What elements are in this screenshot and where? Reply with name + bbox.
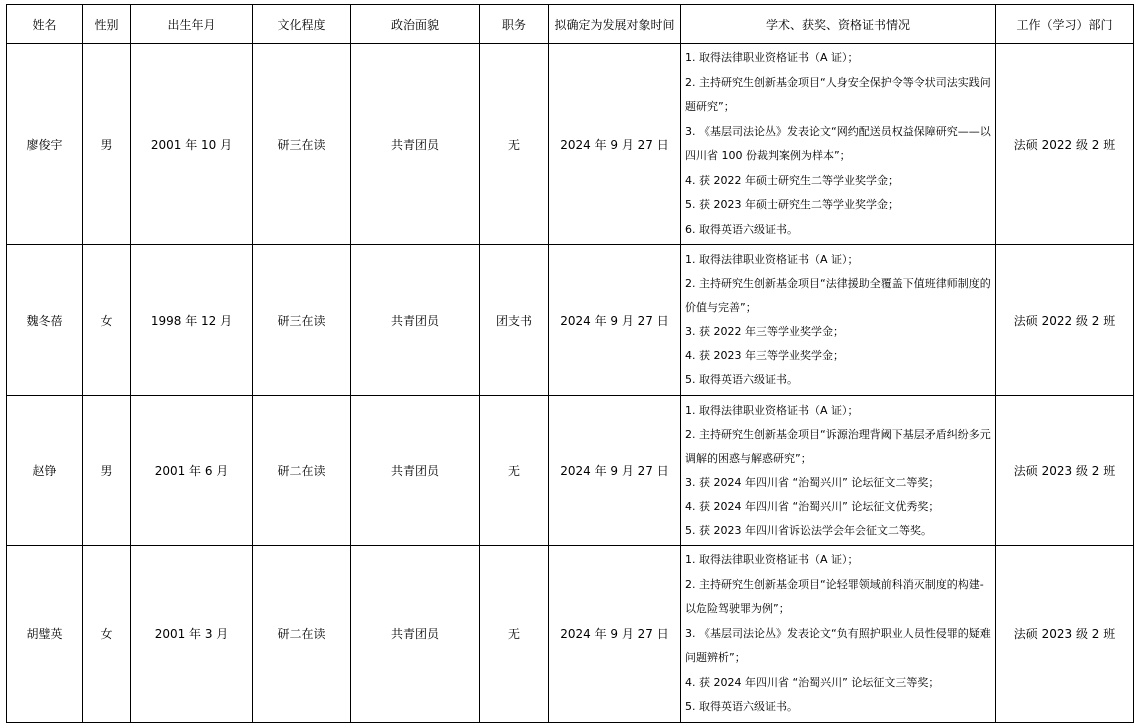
header-name: 姓名 xyxy=(7,5,83,44)
cell-birth: 2001 年 10 月 xyxy=(131,44,253,245)
cell-candidate-date: 2024 年 9 月 27 日 xyxy=(549,44,681,245)
cell-gender: 女 xyxy=(83,245,131,396)
member-roster-table xyxy=(6,4,1134,723)
cell-education: 研二在读 xyxy=(253,546,351,723)
achievement-item: 2. 主持研究生创新基金项目“论轻罪领域前科消灭制度的构建-以危险驾驶罪为例”； xyxy=(685,577,984,615)
header-department: 工作（学习）部门 xyxy=(996,5,1134,44)
achievement-item: 6. 取得英语六级证书。 xyxy=(685,222,798,236)
cell-position: 无 xyxy=(480,396,549,546)
cell-birth: 1998 年 12 月 xyxy=(131,245,253,396)
cell-department: 法硕 2022 级 2 班 xyxy=(996,245,1134,396)
cell-achievements xyxy=(681,546,996,723)
table-row xyxy=(7,546,1134,723)
achievement-item: 5. 取得英语六级证书。 xyxy=(685,373,798,386)
cell-department: 法硕 2023 级 2 班 xyxy=(996,546,1134,723)
cell-political-status: 共青团员 xyxy=(351,396,480,546)
achievement-item: 4. 获 2022 年硕士研究生二等学业奖学金； xyxy=(685,173,899,187)
table-row xyxy=(7,44,1134,245)
achievement-item: 2. 主持研究生创新基金项目“人身安全保护令等令状司法实践问题研究”； xyxy=(685,75,991,113)
cell-education: 研三在读 xyxy=(253,245,351,396)
header-education: 文化程度 xyxy=(253,5,351,44)
achievement-item: 3. 《基层司法论丛》发表论文“网约配送员权益保障研究——以四川省 100 份裁判案例为样本”； xyxy=(685,124,991,162)
cell-birth: 2001 年 3 月 xyxy=(131,546,253,723)
header-row xyxy=(7,5,1134,44)
cell-birth: 2001 年 6 月 xyxy=(131,396,253,546)
table-row xyxy=(7,245,1134,396)
achievement-item: 5. 取得英语六级证书。 xyxy=(685,700,798,713)
cell-department: 法硕 2023 级 2 班 xyxy=(996,396,1134,546)
cell-candidate-date: 2024 年 9 月 27 日 xyxy=(549,546,681,723)
cell-name: 廖俊宇 xyxy=(7,44,83,245)
cell-department: 法硕 2022 级 2 班 xyxy=(996,44,1134,245)
cell-position: 无 xyxy=(480,44,549,245)
cell-achievements xyxy=(681,396,996,546)
cell-position: 无 xyxy=(480,546,549,723)
achievement-item: 5. 获 2023 年硕士研究生二等学业奖学金； xyxy=(685,198,899,211)
header-gender: 性别 xyxy=(83,5,131,44)
cell-gender: 男 xyxy=(83,396,131,546)
achievement-item: 2. 主持研究生创新基金项目“诉源治理背阈下基层矛盾纠纷多元调解的困惑与解惑研究”； xyxy=(685,427,991,465)
header-political-status: 政治面貌 xyxy=(351,5,480,44)
achievement-item: 1. 取得法律职业资格证书（A 证）； xyxy=(685,51,859,64)
header-position: 职务 xyxy=(480,5,549,44)
cell-position: 团支书 xyxy=(480,245,549,396)
cell-achievements xyxy=(681,245,996,396)
cell-education: 研三在读 xyxy=(253,44,351,245)
table-row xyxy=(7,396,1134,546)
achievement-item: 1. 取得法律职业资格证书（A 证）； xyxy=(685,253,859,266)
achievement-item: 3. 获 2024 年四川省 “治蜀兴川” 论坛征文二等奖； xyxy=(685,475,940,489)
cell-achievements xyxy=(681,44,996,245)
cell-name: 胡璧英 xyxy=(7,546,83,723)
achievement-item: 4. 获 2024 年四川省 “治蜀兴川” 论坛征文优秀奖； xyxy=(685,499,940,513)
header-candidate-date: 拟确定为发展对象时间 xyxy=(549,5,681,44)
header-birth: 出生年月 xyxy=(131,5,253,44)
header-achievements: 学术、获奖、资格证书情况 xyxy=(681,5,996,44)
achievement-item: 3. 获 2022 年三等学业奖学金； xyxy=(685,325,844,338)
cell-candidate-date: 2024 年 9 月 27 日 xyxy=(549,396,681,546)
achievement-item: 1. 取得法律职业资格证书（A 证）； xyxy=(685,553,859,566)
cell-political-status: 共青团员 xyxy=(351,44,480,245)
achievement-item: 4. 获 2024 年四川省 “治蜀兴川” 论坛征文三等奖； xyxy=(685,675,940,689)
achievement-item: 4. 获 2023 年三等学业奖学金； xyxy=(685,349,844,362)
cell-name: 赵铮 xyxy=(7,396,83,546)
cell-political-status: 共青团员 xyxy=(351,245,480,396)
cell-gender: 男 xyxy=(83,44,131,245)
achievement-item: 3. 《基层司法论丛》发表论文“负有照护职业人员性侵罪的疑难问题辨析”； xyxy=(685,626,991,664)
achievement-item: 1. 取得法律职业资格证书（A 证）； xyxy=(685,403,859,417)
cell-education: 研二在读 xyxy=(253,396,351,546)
cell-candidate-date: 2024 年 9 月 27 日 xyxy=(549,245,681,396)
cell-gender: 女 xyxy=(83,546,131,723)
achievement-item: 2. 主持研究生创新基金项目“法律援助全覆盖下值班律师制度的价值与完善”； xyxy=(685,277,991,314)
cell-name: 魏冬蓓 xyxy=(7,245,83,396)
cell-political-status: 共青团员 xyxy=(351,546,480,723)
achievement-item: 5. 获 2023 年四川省诉讼法学会年会征文二等奖。 xyxy=(685,523,932,537)
